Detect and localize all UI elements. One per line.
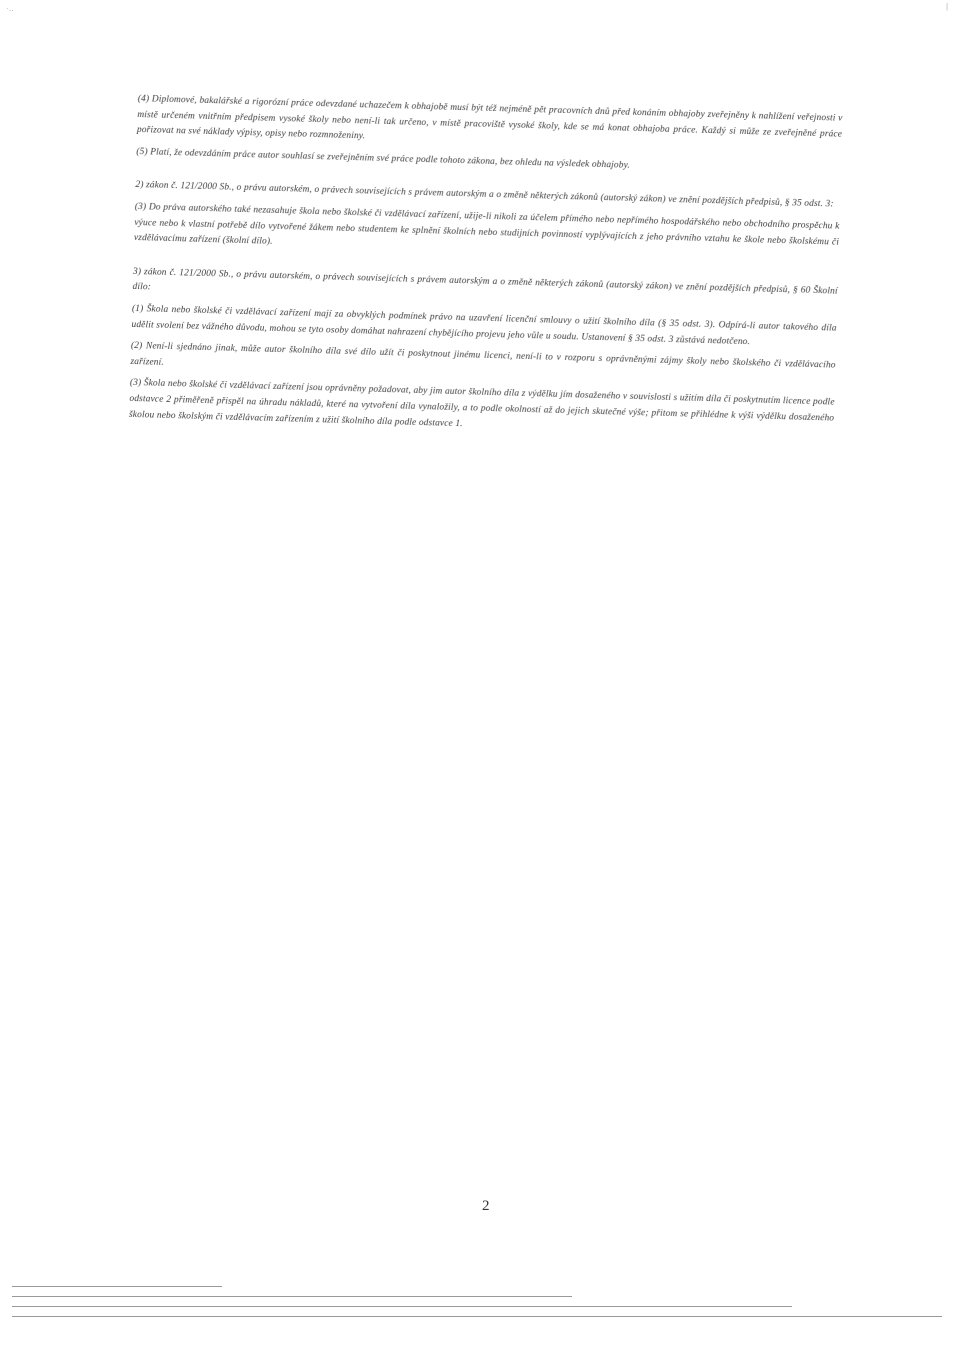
scan-mark-top-right: | (946, 2, 949, 11)
footer-line (12, 1316, 942, 1317)
footnote-3-heading: 3) zákon č. 121/2000 Sb., o právu autorském, o právech souvisejících s právem autorským a o změně některých zákonů (autorský zákon) ve znění pozdějších předpisů, § 60 Školní dílo: (132, 266, 838, 297)
footnote-2-text: (3) Do práva autorského také nezasahuje škola nebo školské či vzdělávací zařízení, užije-li nikoli za účelem přímého nebo nepřímého hospodářského nebo obchodního prospěchu k výuce nebo k vlastní potřebě dílo vytvořené žákem nebo studentem ke splnění školních nebo studijních povinností vyplývajících z jeho právního vztahu ke škole nebo školskému či vzdělávacímu zařízení (školní dílo). (133, 201, 840, 248)
footer-line (12, 1286, 222, 1287)
footnote-3-paragraph-3: (3) Škola nebo školské či vzdělávací zařízení jsou oprávněny požadovat, aby jim autor školního díla z výdělku jím dosaženého v souvislosti s užitím díla či poskytnutím licence podle odstavce 2 přiměřeně přispěl na úhradu nákladů, které na vytvoření díla vynaložily, a to podle okolností až do jejich skutečné výše; přitom se přihlédne k výši výdělku dosaženého školou nebo školským či vzdělávacím zařízením z užití školního díla podle odstavce 1. (128, 378, 835, 429)
footer-line (12, 1296, 572, 1297)
footer-line (12, 1306, 792, 1307)
paragraph-5: (5) Platí, že odevzdáním práce autor souhlasí se zveřejněním své práce podle tohoto zákona, bez ohledu na výsledek obhajoby. (136, 146, 631, 171)
scan-footer-lines (12, 1286, 942, 1326)
body-text (129, 92, 843, 449)
footnote-2-heading: 2) zákon č. 121/2000 Sb., o právu autorském, o právech souvisejících s právem autorským a o změně některých zákonů (autorský zákon) ve znění pozdějších předpisů, § 35 odst. 3: (135, 180, 834, 210)
footnote-3-paragraph-1: (1) Škola nebo školské či vzdělávací zařízení mají za obvyklých podmínek právo na uzavření licenční smlouvy o užití školního díla (§ 35 odst. 3). Odpírá-li autor takového díla udělit svolení bez vážného důvodu, mohou se tyto osoby domáhat nahrazení chybějícího projevu jeho vůle u soudu. Ustanovení § 35 odst. 3 zůstává nedotčeno. (131, 303, 837, 347)
scan-mark-top-left: ·‥ (6, 4, 15, 13)
footnote-3-paragraph-2: (2) Není-li sjednáno jinak, může autor školního díla své dílo užít či poskytnout jinému licenci, není-li to v rozporu s oprávněnými zájmy školy nebo školského či vzdělávacího zařízení. (130, 341, 836, 371)
paragraph-4: (4) Diplomové, bakalářské a rigorózní práce odevzdané uchazečem k obhajobě musí být též nejméně pět pracovních dnů před konáním obhajoby zveřejněny k nahlížení veřejnosti v místě určeném vnitřním předpisem vysoké školy nebo není-li tak určeno, v místě pracoviště vysoké školy, kde se má konat obhajoba práce. Každý si může ze zveřejněné práce pořizovat na své náklady výpisy, opisy nebo rozmnoženiny. (136, 93, 843, 142)
page-number: 2 (482, 1198, 490, 1214)
